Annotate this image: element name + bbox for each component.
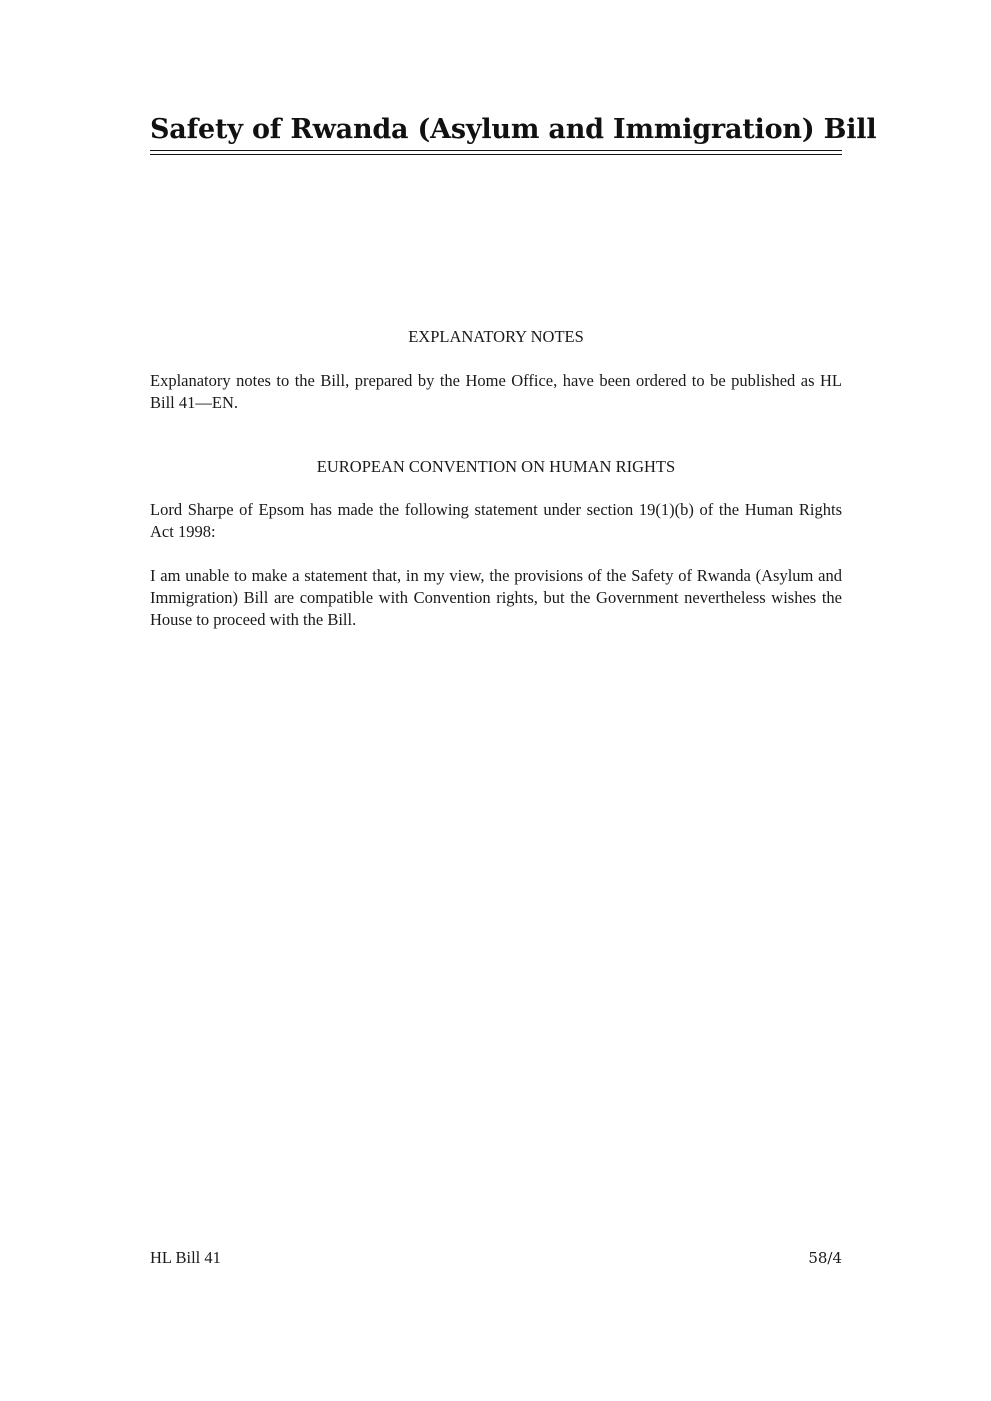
section-heading-echr: EUROPEAN CONVENTION ON HUMAN RIGHTS [316,457,676,476]
title-rule-bottom [150,154,842,155]
section-heading-explanatory-notes: EXPLANATORY NOTES [408,327,584,346]
title-rule-top [150,150,842,151]
paragraph-explanatory-notes: Explanatory notes to the Bill, prepared by the Home Office, have been ordered to be published as HL Bill 41—EN. [150,371,842,412]
paragraph-minister-statement: Lord Sharpe of Epsom has made the following statement under section 19(1)(b) of the Human Rights Act 1998: [150,500,842,541]
footer-print-reference: 58/4 [808,1249,842,1267]
paragraph-compatibility-statement: I am unable to make a statement that, in my view, the provisions of the Safety of Rwanda (Asylum and Immigration) Bill are compatible with Convention rights, but the Government nevertheless wishes the House to proceed with the Bill. [150,566,842,629]
footer-bill-reference: HL Bill 41 [150,1248,221,1267]
document-title: Safety of Rwanda (Asylum and Immigration) Bill [150,114,877,145]
